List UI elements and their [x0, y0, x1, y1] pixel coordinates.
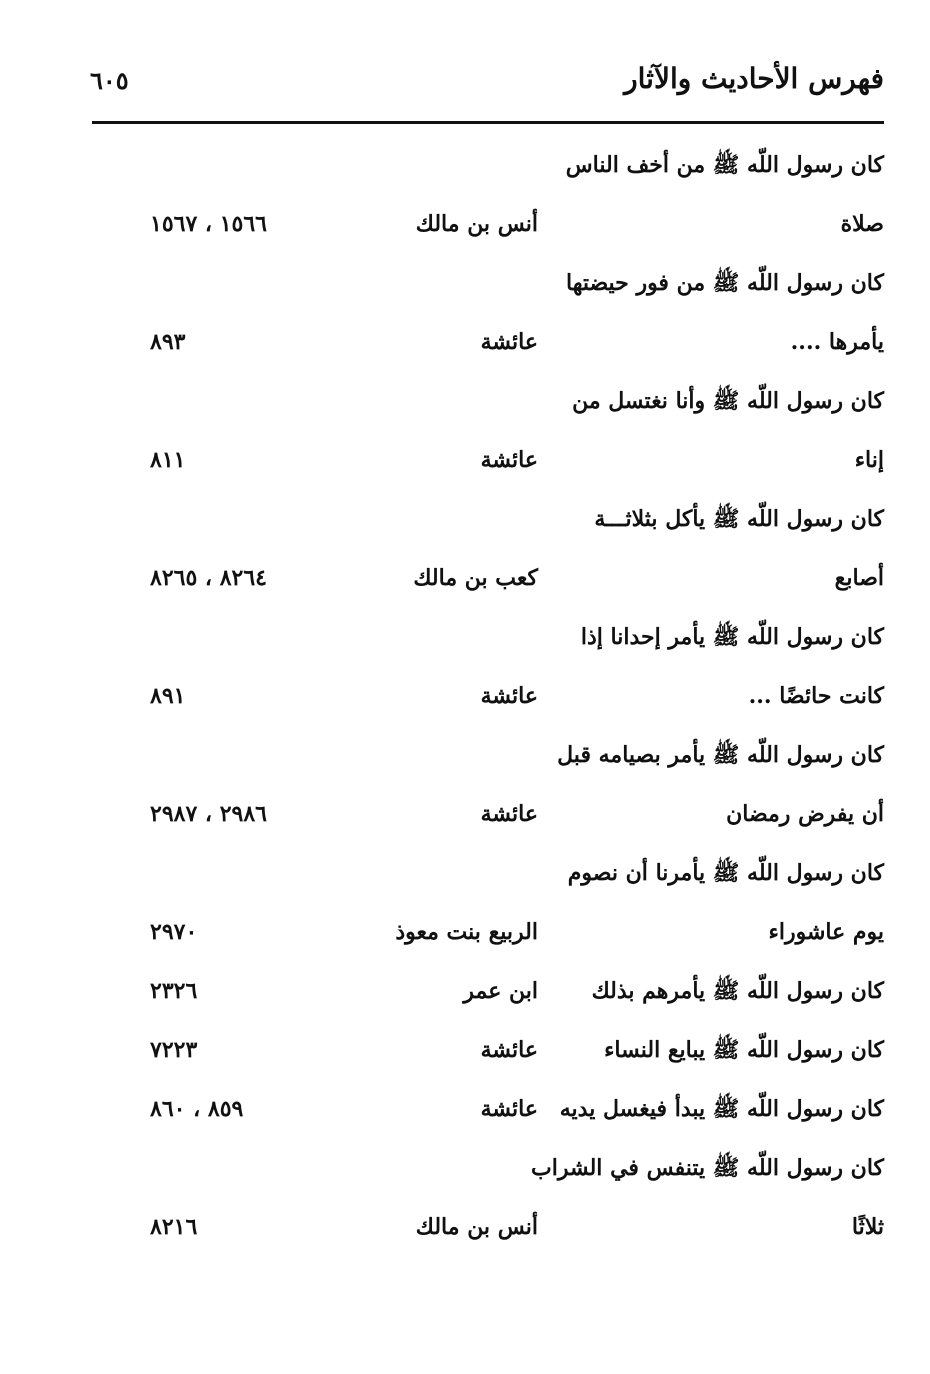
- index-row: [0, 667, 930, 726]
- index-row: [0, 1139, 930, 1198]
- hadith-text: كان رسول اللّه ﷺ من أخف الناس: [565, 152, 884, 178]
- hadith-number: ٨٥٩ ، ٨٦٠: [150, 1096, 244, 1122]
- hadith-text: صلاة: [840, 211, 884, 237]
- hadith-index-list: [0, 136, 930, 1257]
- index-row: [0, 490, 930, 549]
- narrator: أنس بن مالك: [415, 1214, 538, 1240]
- index-row: [0, 608, 930, 667]
- hadith-number: ٢٣٢٦: [150, 978, 198, 1004]
- narrator: أنس بن مالك: [415, 211, 538, 237]
- hadith-text: يوم عاشوراء: [768, 919, 884, 945]
- narrator: عائشة: [480, 1096, 538, 1122]
- hadith-number: ٨١١: [150, 447, 186, 473]
- hadith-text: كان رسول اللّه ﷺ من فور حيضتها: [565, 270, 884, 296]
- index-row: [0, 962, 930, 1021]
- hadith-number: ٨٩٣: [150, 329, 186, 355]
- index-row: [0, 136, 930, 195]
- page-header-title: فهرس الأحاديث والآثار: [624, 62, 884, 95]
- narrator: ابن عمر: [463, 978, 538, 1004]
- hadith-text: كان رسول اللّه ﷺ يأكل بثلاثـــة: [594, 506, 884, 532]
- index-row: [0, 313, 930, 372]
- hadith-text: إناء: [854, 447, 884, 473]
- narrator: كعب بن مالك: [413, 565, 538, 591]
- index-row: [0, 844, 930, 903]
- narrator: عائشة: [480, 447, 538, 473]
- hadith-number: ٧٢٢٣: [150, 1037, 198, 1063]
- hadith-text: يأمرها ....: [790, 329, 884, 355]
- header-rule: [92, 121, 884, 124]
- hadith-text: ثلاثًا: [851, 1214, 884, 1240]
- index-row: [0, 1198, 930, 1257]
- index-row: [0, 1021, 930, 1080]
- hadith-text: كانت حائضًا ...: [748, 683, 884, 709]
- hadith-number: ٨٩١: [150, 683, 186, 709]
- hadith-number: ٨٢١٦: [150, 1214, 198, 1240]
- hadith-text: كان رسول اللّه ﷺ يبايع النساء: [604, 1037, 884, 1063]
- index-row: [0, 195, 930, 254]
- hadith-text: كان رسول اللّه ﷺ يأمرنا أن نصوم: [567, 860, 884, 886]
- hadith-text: كان رسول اللّه ﷺ يبدأ فيغسل يديه: [559, 1096, 884, 1122]
- hadith-text: أن يفرض رمضان: [726, 801, 884, 827]
- hadith-number: ١٥٦٦ ، ١٥٦٧: [150, 211, 267, 237]
- narrator: الربيع بنت معوذ: [395, 919, 538, 945]
- narrator: عائشة: [480, 801, 538, 827]
- page-number: ٦٠٥: [90, 66, 129, 95]
- hadith-text: أصابع: [834, 565, 884, 591]
- narrator: عائشة: [480, 329, 538, 355]
- index-row: [0, 903, 930, 962]
- index-row: [0, 254, 930, 313]
- hadith-text: كان رسول اللّه ﷺ يأمرهم بذلك: [591, 978, 884, 1004]
- hadith-text: كان رسول اللّه ﷺ يأمر بصيامه قبل: [557, 742, 884, 768]
- hadith-text: كان رسول اللّه ﷺ وأنا نغتسل من: [572, 388, 884, 414]
- index-row: [0, 785, 930, 844]
- narrator: عائشة: [480, 1037, 538, 1063]
- index-row: [0, 372, 930, 431]
- hadith-number: ٢٩٧٠: [150, 919, 198, 945]
- hadith-text: كان رسول اللّه ﷺ يأمر إحدانا إذا: [580, 624, 884, 650]
- index-row: [0, 431, 930, 490]
- hadith-number: ٨٢٦٤ ، ٨٢٦٥: [150, 565, 267, 591]
- hadith-number: ٢٩٨٦ ، ٢٩٨٧: [150, 801, 267, 827]
- index-row: [0, 1080, 930, 1139]
- index-row: [0, 549, 930, 608]
- hadith-text: كان رسول اللّه ﷺ يتنفس في الشراب: [531, 1155, 884, 1181]
- index-row: [0, 726, 930, 785]
- narrator: عائشة: [480, 683, 538, 709]
